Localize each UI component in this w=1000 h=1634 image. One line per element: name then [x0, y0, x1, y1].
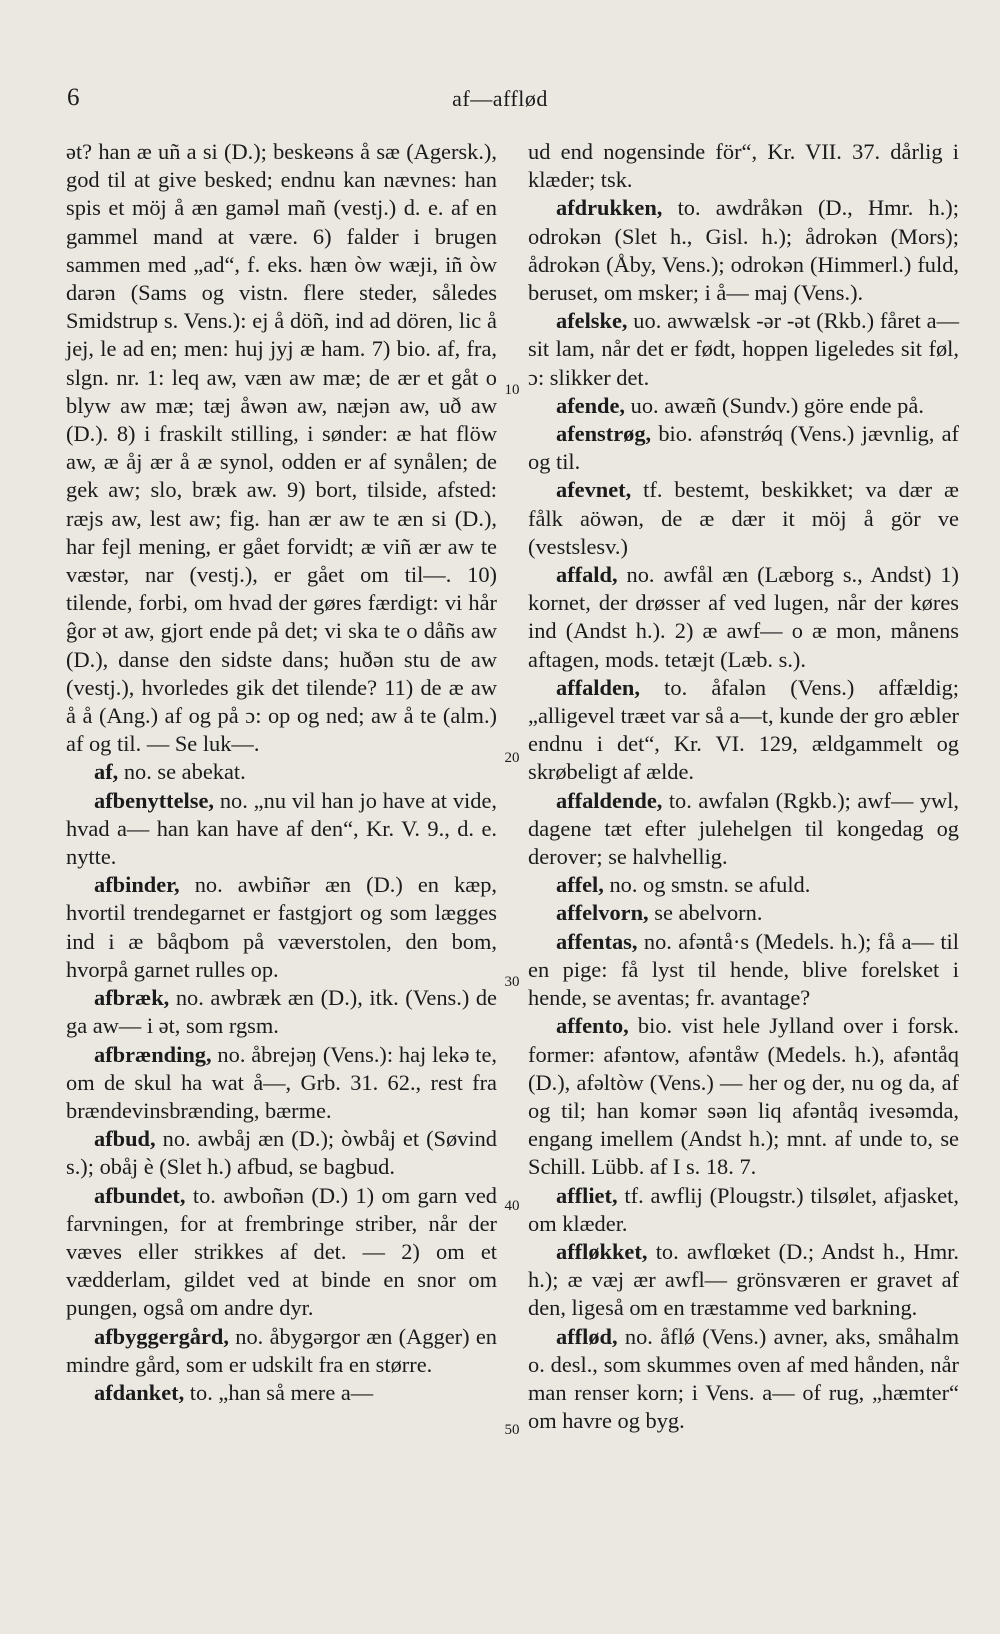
running-head: af—afflød — [452, 86, 548, 111]
entry-text: bio. afənstrǿq (Vens.) jævnlig, af og til. — [528, 421, 959, 475]
entry-text: bio. vist hele Jylland over i forsk. former: afəntow, afəntåw (Medels. h.), afəntåq (D.), afəltòw (Vens.) — her og der, nu og da, af og til; han komər səən liq afəntåq ivesəmda, engang imellem (Andst h.); mnt. af unde to, se Schill. Lübb. af I s. 18. 7. — [528, 1013, 959, 1180]
headword: afbenyttelse, — [94, 787, 215, 813]
entry-text: se abelvorn. — [648, 900, 763, 926]
headword: afbrænding, — [94, 1041, 212, 1067]
headword: afelske, — [556, 308, 628, 334]
dictionary-entry — [528, 1323, 959, 1436]
headword: affløkket, — [556, 1238, 648, 1264]
dictionary-entry — [528, 899, 959, 927]
dictionary-entry — [66, 1125, 497, 1181]
line-number: 10 — [504, 382, 520, 398]
headword: affald, — [556, 562, 618, 588]
entry-text: no. og smstn. se afuld. — [603, 872, 811, 898]
headword: af, — [94, 759, 119, 785]
headword: afbinder, — [94, 872, 180, 898]
headword: afende, — [556, 392, 626, 418]
headword: afbundet, — [94, 1182, 186, 1208]
headword: affel, — [556, 872, 604, 898]
dictionary-entry — [528, 1238, 959, 1323]
left-column — [66, 138, 497, 1407]
entry-text: no. afəntå·s (Medels. h.); få a— til en pige: få lyst til hende, blive forelsket i hende, se aventas; fr. avantage? — [528, 928, 959, 1011]
dictionary-entry — [528, 871, 959, 899]
dictionary-entry — [528, 561, 959, 674]
right-column — [528, 138, 959, 1435]
headword: afflød, — [556, 1323, 618, 1349]
entry-continuation: ət? han æ uñ a si (D.); beskeəns å sæ (Agersk.), god til at give besked; endnu kan nævnes: han spis et möj å æn gaməl mañ (vestj.) d. e. af en gammel mand at være. 6) falder i brugen sammen med „ad“, f. eks. hæn òw wæji, iñ òw darən (Sams og vistn. flere steder, således Smidstrup s. Vens.): ej å döñ, ind ad dören, lic å jej, le ad en; men: huj jyj æ ham. 7) bio. af, fra, slgn. nr. 1: leq aw, væn aw mæ; de ær et gåt o blyw aw mæ; tæj åwən aw, næjən aw, uð aw (D.). 8) i fraskilt stilling, i sønder: æ hat flöw aw, æ åj ær å æ synol, odden er af synålen; de gek aw; slo, bræk aw. 9) bort, tilside, afsted: ræjs aw, lest aw; fig. han ær aw te æn si (D.), har fejl mening, er gået forvidt; æ viñ ær aw te væstər, nar (vestj.), er gået om til—. 10) tilende, forbi, om hvad der gøres færdigt: vi hår ĝor ət aw, gjort ende på det; vi ska te o dåñs aw (D.), danse den sidste dans; huðən stu de aw (vestj.), hvorledes gik det tilende? 11) de æ aw å å (Ang.) af og på ɔ: op og ned; aw å te (alm.) af og til. — Se luk—. — [66, 139, 497, 757]
headword: afbræk, — [94, 985, 170, 1011]
headword: afenstrøg, — [556, 421, 652, 447]
entry-continuation: ud end nogensinde för“, Kr. VII. 37. dårlig i klæder; tsk. — [528, 139, 959, 193]
dictionary-entry — [528, 420, 959, 476]
entry-text: no. se abekat. — [118, 759, 246, 785]
entry-text: to. awdråkən (D., Hmr. h.); odrokən (Slet h., Gisl. h.); ådrokən (Mors); ådrokən (Åby, Vens.); odrokən (Himmerl.) fuld, beruset, om msker; i å— maj (Vens.). — [528, 195, 959, 306]
entry-text: uo. awwælsk -ər -ət (Rkb.) fåret a— sit lam, når det er født, hoppen ligeledes sit føl, ɔ: slikker det. — [528, 308, 959, 390]
page-number: 6 — [67, 84, 80, 111]
line-number: 50 — [504, 1422, 520, 1438]
headword: affliet, — [556, 1182, 618, 1208]
dictionary-entry — [528, 928, 959, 1013]
entry-text: no. awbræk æn (D.), itk. (Vens.) de ga aw— i ət, som rgsm. — [66, 985, 497, 1039]
dictionary-entry — [66, 758, 497, 786]
entry-text: to. awflœket (D.; Andst h., Hmr. h.); æ væj ær awfl— grönsværen er gravet af den, ligeså om en træstamme ved barkning. — [528, 1238, 959, 1321]
entry-text: to. åfalən (Vens.) affældig; „alligevel træet var så a—t, kunde der gro æbler endnu i det“, Kr. VI. 129, ældgammelt og skrøbeligt af ælde. — [528, 674, 959, 785]
entry-text: no. åbygərgor æn (Agger) en mindre gård, som er udskilt fra en større. — [66, 1323, 497, 1377]
entry-text: no. awfål æn (Læborg s., Andst) 1) kornet, der drøsser af ved lugen, når der køres ind (Andst h.). 2) æ awf— o æ mon, månens aftagen, mods. tetæjt (Læb. s.). — [528, 562, 959, 672]
dictionary-entry — [528, 1182, 959, 1238]
dictionary-entry — [66, 1323, 497, 1379]
headword: affalden, — [556, 674, 640, 700]
entry-text: no. åflǿ (Vens.) avner, aks, småhalm o. desl., som skummes oven af med hånden, når man renser korn; i Vens. a— of rug, „hæmter“ om havre og byg. — [528, 1323, 959, 1434]
entry-text: no. awbiñər æn (D.) en kæp, hvortil trendegarnet er fastgjort og som lægges ind i æ båqbom på væverstolen, den bom, hvorpå garnet rulles op. — [66, 872, 497, 982]
dictionary-entry — [528, 194, 959, 307]
dictionary-entry — [66, 787, 497, 872]
dictionary-entry — [528, 307, 959, 392]
dictionary-entry — [528, 674, 959, 787]
dictionary-entry — [528, 392, 959, 420]
dictionary-entry — [528, 1012, 959, 1181]
dictionary-entry — [66, 1041, 497, 1126]
dictionary-entry — [528, 787, 959, 872]
line-number: 40 — [504, 1198, 520, 1214]
dictionary-entry — [66, 984, 497, 1040]
entry-text: uo. awæñ (Sundv.) göre ende på. — [625, 392, 924, 418]
entry-text: no. awbåj æn (D.); òwbåj et (Søvind s.); obåj è (Slet h.) afbud, se bagbud. — [66, 1126, 497, 1180]
line-number: 30 — [504, 974, 520, 990]
dictionary-entry — [528, 476, 959, 561]
headword: afbyggergård, — [94, 1323, 229, 1349]
headword: afdanket, — [94, 1379, 185, 1405]
dictionary-entry — [66, 1379, 497, 1407]
entry-text: no. åbrejəŋ (Vens.): haj lekə te, om de skul ha wat å—, Grb. 31. 62., rest fra brændevinsbrænding, bærme. — [66, 1041, 497, 1123]
headword: affentas, — [556, 928, 638, 954]
headword: afdrukken, — [556, 195, 663, 221]
headword: affaldende, — [556, 787, 663, 813]
entry-text: to. awfalən (Rgkb.); awf— ywl, dagene tæt efter julehelgen til kongedag og derover; se halvhellig. — [528, 787, 959, 870]
page-header — [0, 84, 1000, 118]
headword: affelvorn, — [556, 900, 649, 926]
dictionary-entry — [66, 1182, 497, 1323]
line-number: 20 — [504, 750, 520, 766]
entry-text: no. „nu vil han jo have at vide, hvad a— han kan have af den“, Kr. V. 9., d. e. nytte. — [66, 787, 497, 870]
headword: affento, — [556, 1013, 629, 1039]
entry-text: tf. bestemt, beskikket; va dær æ fålk aöwən, de æ dær it möj å gör ve (vestslesv.) — [528, 477, 959, 559]
headword: afbud, — [94, 1126, 156, 1152]
entry-text: tf. awflij (Plougstr.) tilsølet, afjasket, om klæder. — [528, 1182, 959, 1236]
entry-text: to. „han så mere a— — [184, 1379, 374, 1405]
dictionary-entry — [66, 871, 497, 984]
headword: afevnet, — [556, 477, 632, 503]
entry-text: to. awboñən (D.) 1) om garn ved farvningen, for at frembringe striber, når der væves eller strikkes af det. — 2) om et vædderlam, gildet ved at binde en snor om pungen, også om andre dyr. — [66, 1182, 497, 1321]
